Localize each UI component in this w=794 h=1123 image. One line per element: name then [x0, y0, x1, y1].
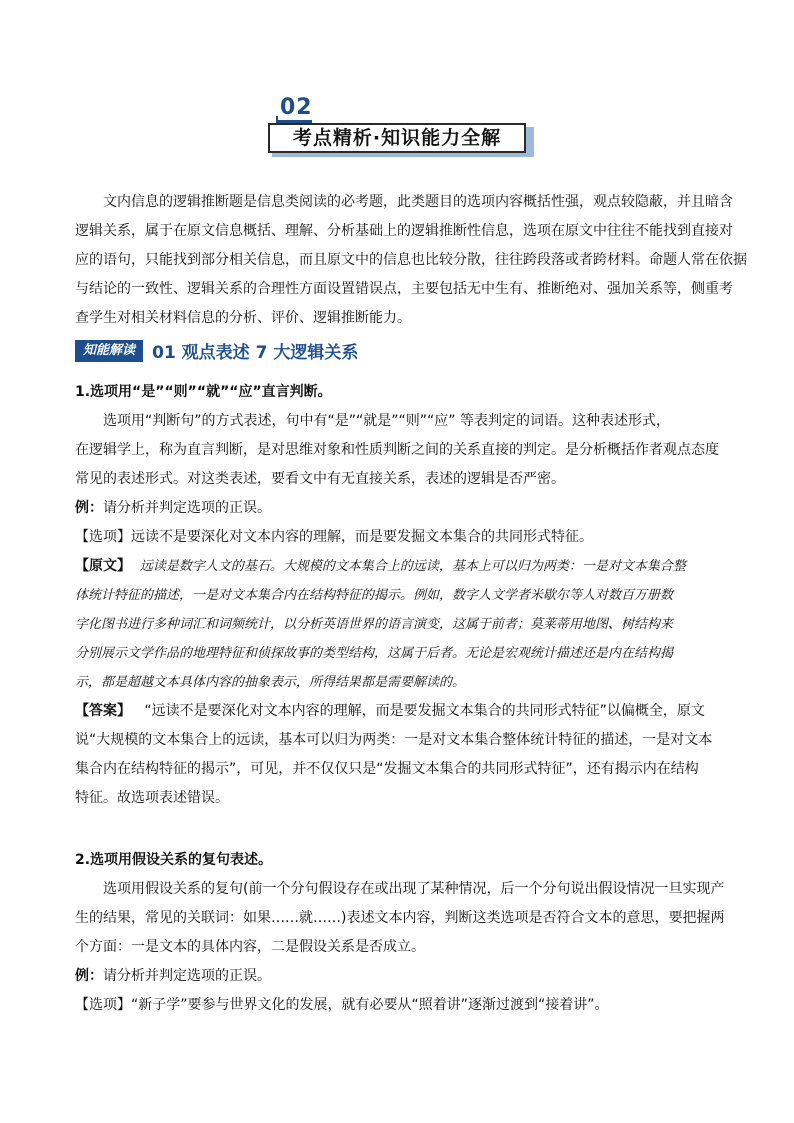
intro-line: 查学生对相关材料信息的分析、评价、逻辑推断能力。 [75, 310, 411, 326]
intro-paragraph [75, 188, 747, 333]
option-line [75, 991, 725, 1020]
answer-label: 【答案】 [75, 703, 131, 719]
example-line [75, 962, 725, 991]
original-label: 【原文】 [75, 558, 131, 574]
intro-line: 文内信息的逻辑推断题是信息类阅读的必考题，此类题目的选项内容概括性强，观点较隐蔽，并且暗含 [103, 194, 733, 210]
intro-line: 应的语句，只能找到部分相关信息，而且原文中的信息也比较分散，往往跨段落或者跨材料。命题人常在依据 [75, 252, 747, 268]
point1-body-line: 在逻辑学上，称为直言判断，是对思维对象和性质判断之间的关系直接的判定。是分析概括作者观点态度 [75, 442, 719, 458]
section-title: 01 观点表述 7 大逻辑关系 [152, 343, 359, 363]
option-label: 【选项】 [75, 529, 131, 545]
example-label: 例： [75, 968, 103, 984]
badge-number: 02 [280, 95, 313, 120]
option-label: 【选项】 [75, 997, 131, 1013]
answer-text: “远读不是要深化对文本内容的理解，而是要发掘文本集合的共同形式特征”以偏概全，原文 [144, 703, 705, 719]
example-text: 请分析并判定选项的正误。 [103, 968, 271, 984]
option-text: 远读不是要深化对文本内容的理解，而是要发掘文本集合的共同形式特征。 [131, 529, 593, 545]
answer-text: 集合内在结构特征的揭示”，可见，并不仅仅只是“发掘文本集合的共同形式特征”，还有揭示内在结构 [75, 761, 699, 777]
original-line [75, 552, 725, 581]
original-text: 体统计特征的描述，一是对文本集合内在结构特征的揭示。例如，数字人文学者米歇尔等人对数百万册数 [75, 588, 674, 603]
section-heading [75, 338, 359, 363]
intro-line: 逻辑关系，属于在原文信息概括、理解、分析基础上的逻辑推断性信息，选项在原文中往往不能找到直接对 [75, 223, 733, 239]
option-line [75, 523, 725, 552]
badge-title: 考点精析·知识能力全解 [268, 123, 526, 153]
section-tag-label: 知能解读 [75, 340, 143, 362]
point2-heading: 2.选项用假设关系的复句表述。 [75, 852, 273, 868]
answer-text: 特征。故选项表述错误。 [75, 790, 229, 806]
point2-body-line: 选项用假设关系的复句(前一个分句假设存在或出现了某种情况，后一个分句说出假设情况一旦实现产 [103, 881, 725, 897]
example-line [75, 494, 725, 523]
point1-body-line: 常见的表述形式。对这类表述，要看文中有无直接关系，表述的逻辑是否严密。 [75, 471, 565, 487]
point1-block [75, 378, 725, 813]
section-badge [258, 95, 540, 162]
point2-block [75, 846, 725, 1020]
original-text: 字化图书进行多种词汇和词频统计，以分析英语世界的语言演变，这属于前者；莫莱蒂用地图、树结构来 [75, 617, 674, 632]
intro-line: 与结论的一致性、逻辑关系的合理性方面设置错误点，主要包括无中生有、推断绝对、强加关系等，侧重考 [75, 281, 733, 297]
point1-body-line: 选项用“判断句”的方式表述，句中有“是”“就是”“则”“应” 等表判定的词语。这种表述形式， [103, 413, 670, 429]
original-text: 示，都是超越文本具体内容的抽象表示，所得结果都是需要解读的。 [75, 675, 466, 690]
point2-body-line: 生的结果，常见的关联词：如果……就……)表述文本内容，判断这类选项是否符合文本的意思，要把握两 [75, 910, 725, 926]
option-text: “新子学”要参与世界文化的发展，就有必要从“照着讲”逐渐过渡到“接着讲”。 [131, 997, 609, 1013]
point2-body-line: 个方面：一是文本的具体内容，二是假设关系是否成立。 [75, 939, 425, 955]
answer-text: 说“大规模的文本集合上的远读，基本可以归为两类：一是对文本集合整体统计特征的描述，一是对文本 [75, 732, 713, 748]
answer-line [75, 697, 725, 726]
original-text: 远读是数字人文的基石。大规模的文本集合上的远读，基本上可以归为两类：一是对文本集合整 [139, 559, 686, 574]
example-label: 例： [75, 500, 103, 516]
example-text: 请分析并判定选项的正误。 [103, 500, 271, 516]
original-text: 分别展示文学作品的地理特征和侦探故事的类型结构，这属于后者。无论是宏观统计描述还是内在结构揭 [75, 646, 674, 661]
point1-heading: 1.选项用“是”“则”“就”“应”直言判断。 [75, 384, 332, 400]
